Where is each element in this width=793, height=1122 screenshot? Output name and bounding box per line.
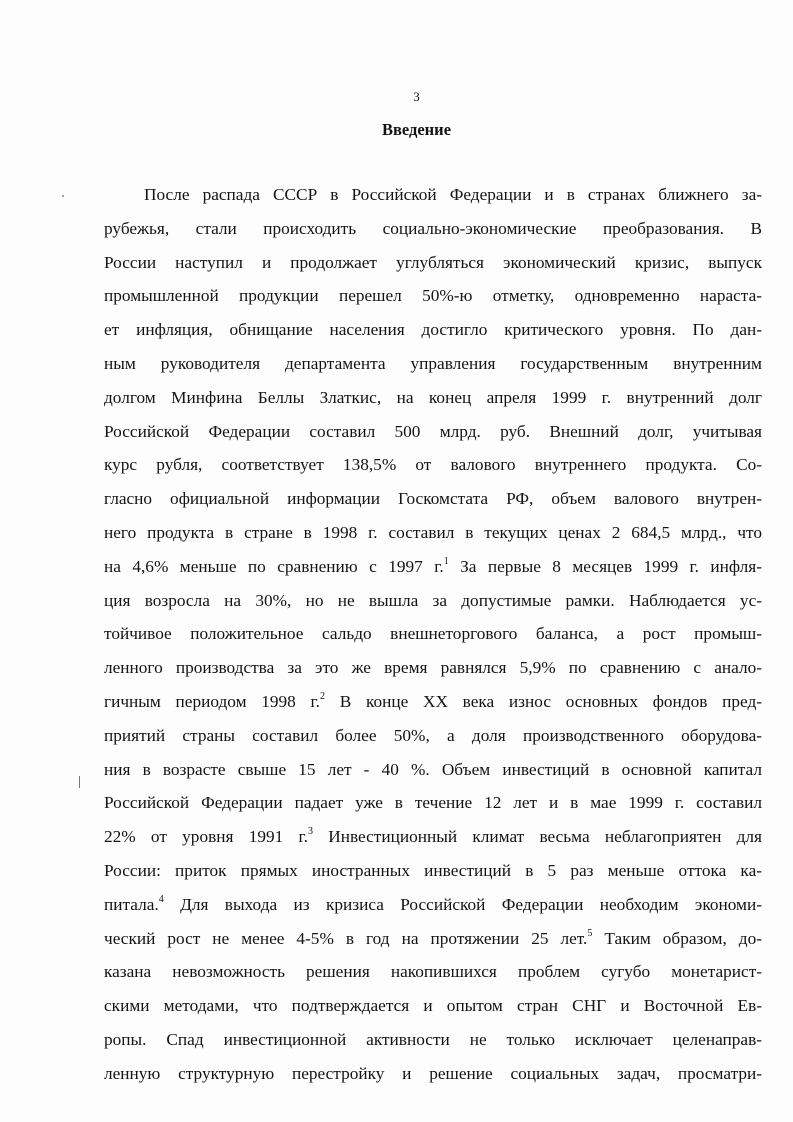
scan-speck [62,195,64,197]
text-segment: В конце XX века износ основных фондов пред- [325,691,762,711]
text-line [104,685,762,719]
body-text [104,178,762,1091]
text-line: промышленной продукции перешел 50%-ю отметку, одновременно нараста- [104,286,762,306]
footnote-marker: 2 [320,690,325,702]
text-line: Российской Федерации составил 500 млрд. руб. Внешний долг, учитывая [104,421,762,441]
text-line: него продукта в стране в 1998 г. составил в текущих ценах 2 684,5 млрд., что [104,522,762,542]
text-line: ленного производства за это же время равнялся 5,9% по сравнению с анало- [104,658,762,678]
text-segment: ческий рост не менее 4-5% в год на протяжении 25 лет. [104,928,588,948]
text-line: курс рубля, соответствует 138,5% от валового внутреннего продукта. Со- [104,455,762,475]
text-line: гласно официальной информации Госкомстата РФ, объем валового внутрен- [104,489,762,509]
text-segment: Для выхода из кризиса Российской Федерации необходим экономи- [163,894,762,914]
text-line: скими методами, что подтверждается и опытом стран СНГ и Восточной Ев- [104,996,762,1016]
text-line: Российской Федерации падает уже в течение 12 лет и в мае 1999 г. составил [104,793,762,813]
text-segment: на 4,6% меньше по сравнению с 1997 г. [104,556,444,576]
text-line [104,888,762,922]
text-segment: 22% от уровня 1991 г. [104,827,308,847]
text-line: казана невозможность решения накопившихся проблем сугубо монетарист- [104,962,762,982]
text-segment: Таким образом, до- [592,928,762,948]
text-segment: Инвестиционный климат весьма неблагоприятен для [312,827,762,847]
text-line [104,922,762,956]
text-segment: За первые 8 месяцев 1999 г. инфля- [448,556,763,576]
text-segment: гичным периодом 1998 г. [104,691,320,711]
text-line: После распада СССР в Российской Федерации и в странах ближнего за- [144,185,762,204]
footnote-marker: 5 [587,927,593,939]
footnote-marker: 3 [307,826,313,838]
footnote-marker: 1 [443,555,449,567]
text-line: тойчивое положительное сальдо внешнеторгового баланса, а рост промыш- [104,624,762,644]
text-line: ропы. Спад инвестиционной активности не только исключает целенаправ- [104,1029,762,1049]
text-segment: питала. [104,894,159,914]
text-line: рубежья, стали происходить социально-экономические преобразования. В [104,218,762,238]
text-line: ния в возрасте свыше 15 лет - 40 %. Объем инвестиций в основной капитал [104,759,762,779]
text-line: приятий страны составил более 50%, а доля производственного оборудова- [104,725,762,745]
section-heading: Введение [381,120,452,139]
text-line: России: приток прямых иностранных инвестиций в 5 раз меньше оттока ка- [104,860,762,880]
text-line [104,550,762,584]
footnote-marker: 4 [158,893,164,905]
text-line: ленную структурную перестройку и решение социальных задач, просматри- [104,1063,762,1083]
scan-mark [79,776,80,788]
text-line: долгом Минфина Беллы Златкис, на конец апреля 1999 г. внутренний долг [104,387,762,407]
text-line: ция возросла на 30%, но не вышла за допустимые рамки. Наблюдается ус- [104,590,762,610]
text-line [104,820,762,854]
page-number: 3 [413,89,420,104]
text-line: ет инфляция, обнищание населения достигло критического уровня. По дан- [104,320,762,340]
text-line: России наступил и продолжает углубляться экономический кризис, выпуск [104,252,762,272]
text-line: ным руководителя департамента управления государственным внутренним [104,353,762,373]
